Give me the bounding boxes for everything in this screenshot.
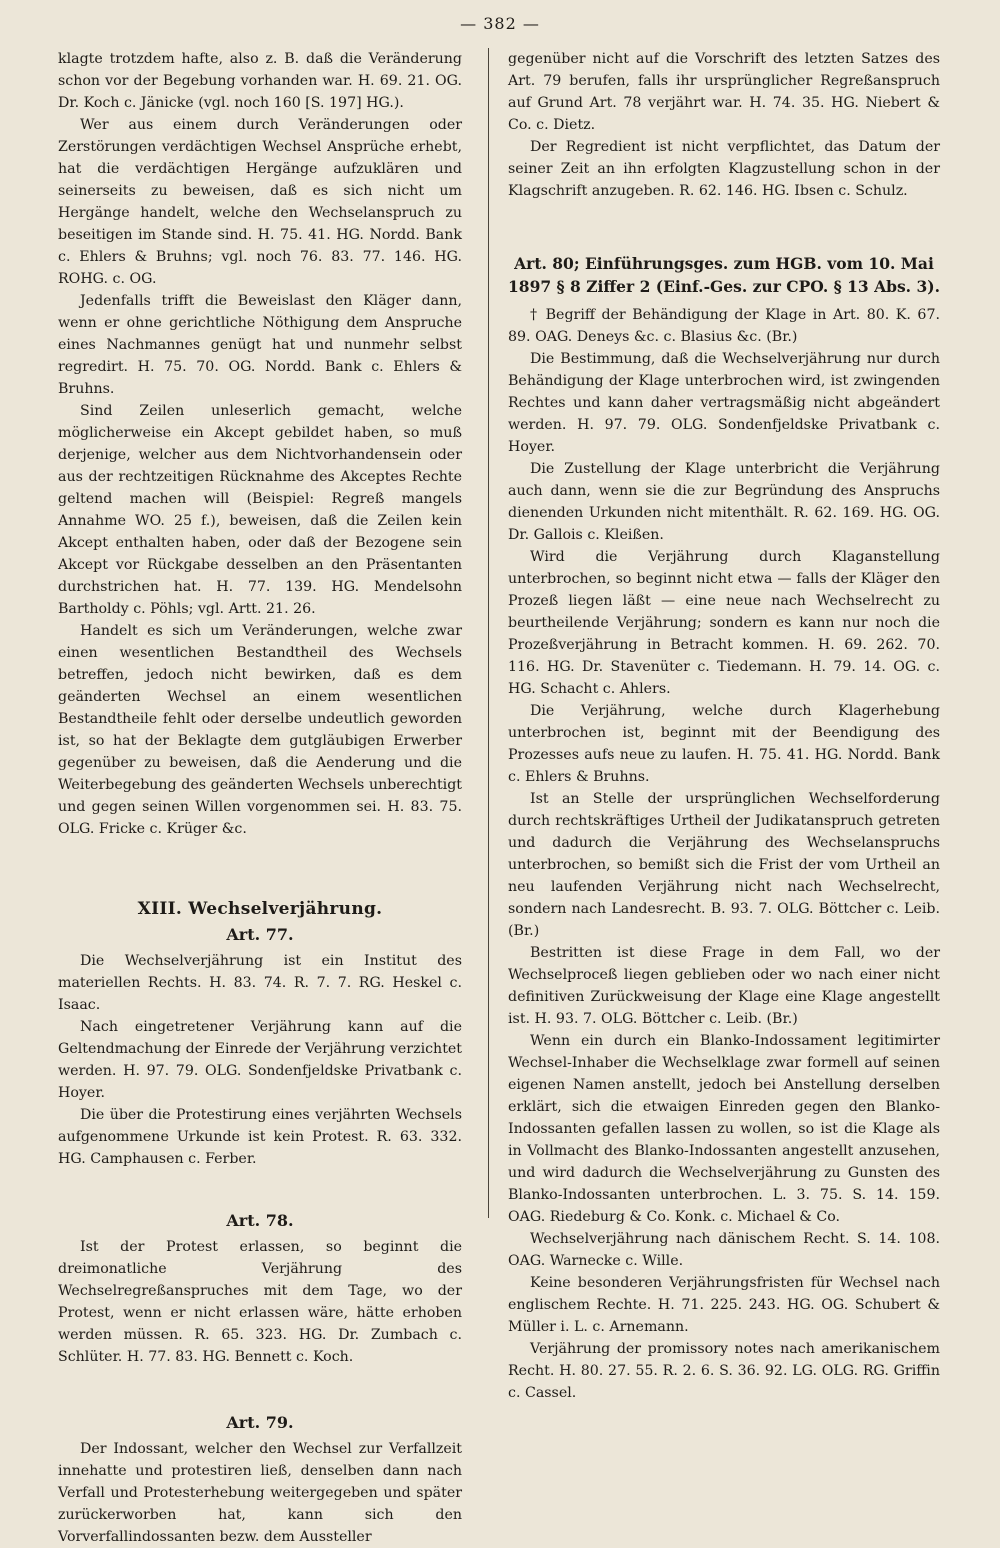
paragraph: Handelt es sich um Veränderungen, welche zwar einen wesentlichen Bestandtheil des Wechsels betreffen, jedoch nicht bewirken, daß es dem geänderten Wechsel an einem wesentlichen Bestandtheile fehlt oder derselbe undeutlich geworden ist, so hat der Beklagte dem gutgläubigen Erwerber gegenüber zu beweisen, daß die Aenderung und die Weiterbegebung des geänderten Wechsels unberechtigt und gegen seinen Willen vorgenommen sei. H. 83. 75. OLG. Fricke c. Krüger &c. xyxy=(58,623,462,837)
article-heading-79: Art. 79. xyxy=(226,1413,294,1432)
paragraph: Bestritten ist diese Frage in dem Fall, wo der Wechselproceß liegen geblieben oder wo nach einer nicht definitiven Zurückweisung der Klage eine Klage angestellt ist. H. 93. 7. OLG. Böttcher c. Leib. (Br.) xyxy=(508,945,940,1027)
paragraph: gegenüber nicht auf die Vorschrift des letzten Satzes des Art. 79 berufen, falls ihr ursprünglicher Regreßanspruch auf Grund Art. 78 verjährt war. H. 74. 35. HG. Niebert & Co. c. Dietz. xyxy=(508,51,940,133)
paragraph: Verjährung der promissory notes nach amerikanischem Recht. H. 80. 27. 55. R. 2. 6. S. 36. 92. LG. OLG. RG. Griffin c. Cassel. xyxy=(508,1341,940,1401)
paragraph: Die Wechselverjährung ist ein Institut des materiellen Rechts. H. 83. 74. R. 7. 7. RG. Heskel c. Isaac. xyxy=(58,953,462,1013)
paragraph: † Begriff der Behändigung der Klage in Art. 80. K. 67. 89. OAG. Deneys &c. c. Blasius &c. (Br.) xyxy=(508,307,940,345)
paragraph: Wer aus einem durch Veränderungen oder Zerstörungen verdächtigen Wechsel Ansprüche erhebt, hat die verdächtigen Hergänge aufzuklären und seinerseits zu beweisen, daß es sich nicht um Hergänge handelt, welche den Wechselanspruch zu beseitigen im Stande sind. H. 75. 41. HG. Nordd. Bank c. Ehlers & Bruhns; vgl. noch 76. 83. 77. 146. HG. ROHG. c. OG. xyxy=(58,117,462,287)
paragraph: Die über die Protestirung eines verjährten Wechsels aufgenommene Urkunde ist kein Protest. R. 63. 332. HG. Camphausen c. Ferber. xyxy=(58,1107,462,1167)
article-heading-78: Art. 78. xyxy=(226,1211,294,1230)
paragraph: Wechselverjährung nach dänischem Recht. S. 14. 108. OAG. Warnecke c. Wille. xyxy=(508,1231,940,1269)
paragraph: Jedenfalls trifft die Beweislast den Kläger dann, wenn er ohne gerichtliche Nöthigung dem Anspruche eines Nachmannes genügt hat und nunmehr selbst regredirt. H. 75. 70. OG. Nordd. Bank c. Ehlers & Bruhns. xyxy=(58,293,462,397)
paragraph: Sind Zeilen unleserlich gemacht, welche möglicherweise ein Akcept gebildet haben, so muß derjenige, welcher aus dem Nichtvorhandensein oder aus der rechtzeitigen Rücknahme des Akceptes Rechte geltend machen will (Beispiel: Regreß mangels Annahme WO. 25 f.), beweisen, daß die Zeilen kein Akcept enthalten haben, oder daß der Bezogene sein Akcept vor Rückgabe desselben an den Präsentanten durchstrichen hat. H. 77. 139. HG. Mendelsohn Bartholdy c. Pöhls; vgl. Artt. 21. 26. xyxy=(58,403,462,617)
page-number: — 382 — xyxy=(460,14,540,33)
article-heading-80: Art. 80; Einführungsges. zum HGB. vom 10. Mai 1897 § 8 Ziffer 2 (Einf.-Ges. zur CPO. § 13 Abs. 3). xyxy=(508,254,940,296)
left-column xyxy=(58,48,462,1548)
paragraph: Die Bestimmung, daß die Wechselverjährung nur durch Behändigung der Klage unterbrochen wird, ist zwingenden Rechtes und kann daher vertragsmäßig nicht abgeändert werden. H. 97. 79. OLG. Sondenfjeldske Privatbank c. Hoyer. xyxy=(508,351,940,455)
paragraph: Die Verjährung, welche durch Klagerhebung unterbrochen ist, beginnt mit der Beendigung des Prozesses aufs neue zu laufen. H. 75. 41. HG. Nordd. Bank c. Ehlers & Bruhns. xyxy=(508,703,940,785)
section-title: XIII. Wechselverjährung. xyxy=(137,899,383,919)
paragraph: Wird die Verjährung durch Klaganstellung unterbrochen, so beginnt nicht etwa — falls der Kläger den Prozeß liegen läßt — eine neue nach Wechselrecht zu beurtheilende Verjährung; sondern es kann nur noch die Prozeßverjährung in Betracht kommen. H. 69. 262. 70. 116. HG. Dr. Stavenüter c. Tiedemann. H. 79. 14. OG. c. HG. Schacht c. Ahlers. xyxy=(508,549,940,697)
paragraph: Keine besonderen Verjährungsfristen für Wechsel nach englischem Rechte. H. 71. 225. 243. HG. OG. Schubert & Müller i. L. c. Arnemann. xyxy=(508,1275,940,1335)
paragraph: klagte trotzdem hafte, also z. B. daß die Veränderung schon vor der Begebung vorhanden war. H. 69. 21. OG. Dr. Koch c. Jänicke (vgl. noch 160 [S. 197] HG.). xyxy=(58,51,462,111)
paragraph: Ist an Stelle der ursprünglichen Wechselforderung durch rechtskräftiges Urtheil der Judikatanspruch getreten und dadurch die Verjährung des Wechselanspruchs unterbrochen, so bemißt sich die Frist der vom Urtheil an neu laufenden Verjährung nicht nach Wechselrecht, sondern nach Landesrecht. B. 93. 7. OLG. Böttcher c. Leib. (Br.) xyxy=(508,791,940,939)
column-divider xyxy=(488,48,489,1218)
article-heading-77: Art. 77. xyxy=(226,925,294,944)
paragraph: Die Zustellung der Klage unterbricht die Verjährung auch dann, wenn sie die zur Begründung des Anspruchs dienenden Urkunden nicht mitenthält. R. 62. 169. HG. OG. Dr. Gallois c. Kleißen. xyxy=(508,461,940,543)
paragraph: Ist der Protest erlassen, so beginnt die dreimonatliche Verjährung des Wechselregreßanspruches mit dem Tage, wo der Protest, wenn er nicht erlassen wäre, hätte erhoben werden müssen. R. 65. 323. HG. Dr. Zumbach c. Schlüter. H. 77. 83. HG. Bennett c. Koch. xyxy=(58,1239,462,1365)
paragraph: Nach eingetretener Verjährung kann auf die Geltendmachung der Einrede der Verjährung verzichtet werden. H. 97. 79. OLG. Sondenfjeldske Privatbank c. Hoyer. xyxy=(58,1019,462,1101)
right-column xyxy=(508,48,940,1404)
paragraph: Der Indossant, welcher den Wechsel zur Verfallzeit innehatte und protestiren ließ, denselben dann nach Verfall und Protesterhebung weitergegeben und später zurückerworben hat, kann sich den Vorverfallindossanten bezw. dem Aussteller xyxy=(58,1441,462,1545)
paragraph: Der Regredient ist nicht verpflichtet, das Datum der seiner Zeit an ihn erfolgten Klagzustellung schon in der Klagschrift anzugeben. R. 62. 146. HG. Ibsen c. Schulz. xyxy=(508,139,940,199)
paragraph: Wenn ein durch ein Blanko-Indossament legitimirter Wechsel-Inhaber die Wechselklage zwar formell auf seinen eigenen Namen anstellt, jedoch bei Anstellung derselben erklärt, sich die etwaigen Einreden gegen den Blanko-Indossanten gefallen lassen zu wollen, so ist die Klage als in Vollmacht des Blanko-Indossanten angestellt anzusehen, und wird dadurch die Wechselverjährung zu Gunsten des Blanko-Indossanten unterbrochen. L. 3. 75. S. 14. 159. OAG. Riedeburg & Co. Konk. c. Michael & Co. xyxy=(508,1033,940,1225)
